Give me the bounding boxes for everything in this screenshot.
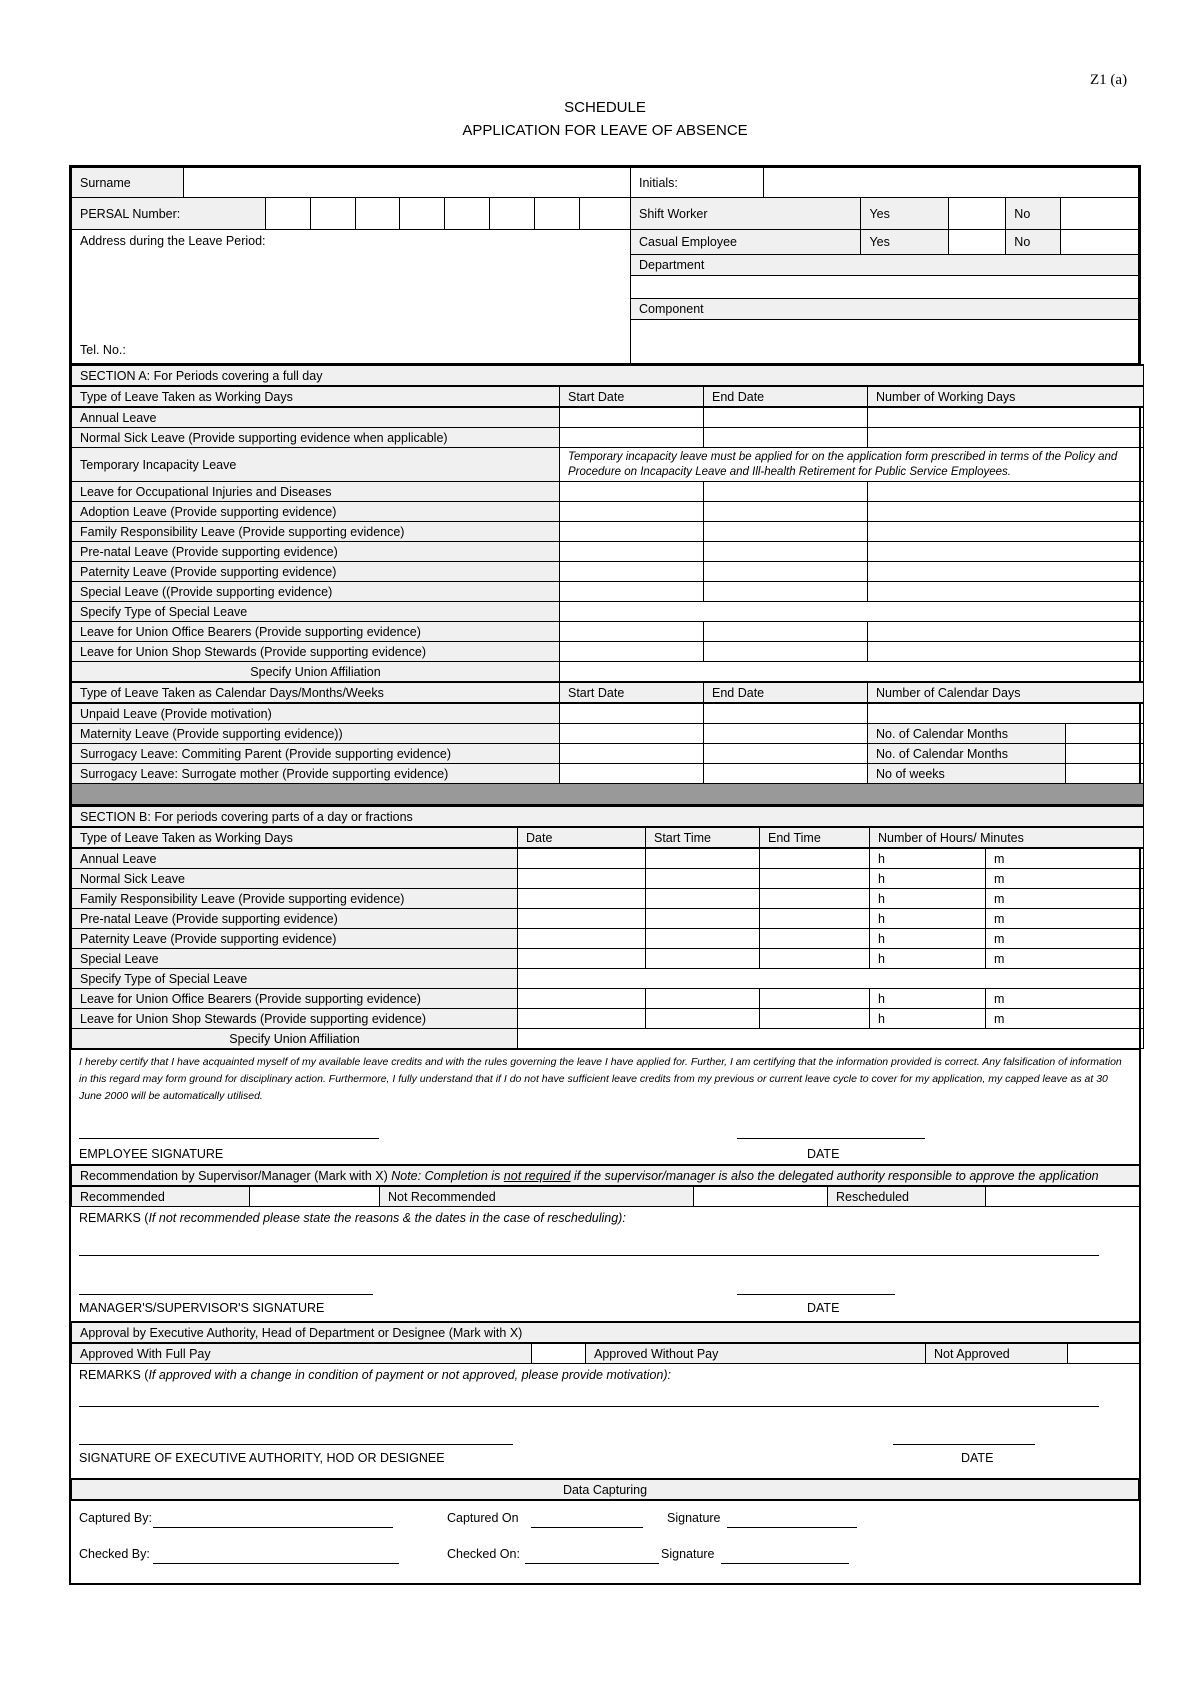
- data-capturing-title: Data Capturing: [72, 1479, 1139, 1500]
- end-date-field[interactable]: [704, 744, 868, 764]
- end-date-field[interactable]: [704, 502, 868, 522]
- leave-type-row: Leave for Union Shop Stewards (Provide supporting evidence): [72, 1009, 518, 1029]
- start-date-field[interactable]: [560, 522, 704, 542]
- union-affiliation-label: Specify Union Affiliation: [72, 1029, 518, 1049]
- section-b-col-hours: Number of Hours/ Minutes: [870, 827, 1144, 848]
- days-field[interactable]: [868, 582, 1144, 602]
- end-time-field[interactable]: [760, 949, 870, 969]
- checked-by-label: Checked By:: [79, 1547, 150, 1561]
- start-date-field[interactable]: [560, 542, 704, 562]
- component-field[interactable]: [631, 320, 1139, 364]
- leave-type-row: Normal Sick Leave: [72, 869, 518, 889]
- leave-type-row: Specify Type of Special Leave: [72, 602, 560, 622]
- persal-label: PERSAL Number:: [72, 198, 266, 230]
- leave-type-row: Specify Type of Special Leave: [72, 969, 518, 989]
- leave-type-row: Paternity Leave (Provide supporting evidence): [72, 929, 518, 949]
- leave-type-row: Special Leave ((Provide supporting evidence): [72, 582, 560, 602]
- end-date-field[interactable]: [704, 703, 868, 724]
- recommended-label: Recommended: [72, 1186, 250, 1207]
- leave-type-row: Paternity Leave (Provide supporting evidence): [72, 562, 560, 582]
- executive-signature-label: SIGNATURE OF EXECUTIVE AUTHORITY, HOD OR DESIGNEE: [79, 1451, 445, 1465]
- checked-signature-label: Signature: [661, 1547, 715, 1561]
- section-a-col-type: Type of Leave Taken as Working Days: [72, 386, 560, 407]
- minutes-field[interactable]: m: [986, 869, 1144, 889]
- hours-field[interactable]: h: [870, 1009, 986, 1029]
- address-label: Address during the Leave Period:: [80, 234, 266, 248]
- form-subtitle: APPLICATION FOR LEAVE OF ABSENCE: [462, 122, 748, 139]
- date-field[interactable]: [518, 889, 646, 909]
- persal-digit[interactable]: [490, 198, 535, 230]
- initials-label: Initials:: [631, 168, 764, 198]
- executive-date-line[interactable]: [893, 1444, 1035, 1445]
- leave-application-form: [69, 165, 1141, 1585]
- unit-label: No of weeks: [868, 764, 1066, 784]
- full-pay-label: Approved With Full Pay: [72, 1343, 532, 1364]
- start-date-field[interactable]: [560, 502, 704, 522]
- approval-remarks-line[interactable]: [79, 1406, 1099, 1407]
- end-date-field[interactable]: [704, 428, 868, 448]
- recommendation-remarks-line[interactable]: [79, 1255, 1099, 1256]
- manager-date-label: DATE: [807, 1301, 840, 1315]
- leave-type-row: Surrogacy Leave: Commiting Parent (Provide supporting evidence): [72, 744, 560, 764]
- persal-digit[interactable]: [355, 198, 400, 230]
- not-approved-label: Not Approved: [926, 1343, 1068, 1364]
- special-leave-type-field[interactable]: [518, 969, 1144, 989]
- persal-digit[interactable]: [445, 198, 490, 230]
- days-field[interactable]: [868, 703, 1144, 724]
- captured-by-line[interactable]: [153, 1527, 393, 1528]
- hours-field[interactable]: h: [870, 949, 986, 969]
- section-a-col-type-calendar: Type of Leave Taken as Calendar Days/Months/Weeks: [72, 682, 560, 703]
- leave-type-row: Leave for Union Office Bearers (Provide supporting evidence): [72, 989, 518, 1009]
- end-time-field[interactable]: [760, 929, 870, 949]
- minutes-field[interactable]: m: [986, 989, 1144, 1009]
- end-date-field[interactable]: [704, 582, 868, 602]
- section-a-col-end: End Date: [704, 386, 868, 407]
- union-affiliation-field[interactable]: [518, 1029, 1144, 1049]
- union-affiliation-label: Specify Union Affiliation: [72, 662, 560, 683]
- minutes-field[interactable]: m: [986, 848, 1144, 869]
- form-reference: Z1 (a): [1090, 72, 1128, 88]
- tel-label: Tel. No.:: [80, 343, 126, 357]
- casual-yes-box[interactable]: [949, 230, 1006, 255]
- section-b-col-end-time: End Time: [760, 827, 870, 848]
- department-field[interactable]: [631, 276, 1139, 299]
- section-b-col-type: Type of Leave Taken as Working Days: [72, 827, 518, 848]
- not-recommended-label: Not Recommended: [380, 1186, 694, 1207]
- leave-type-row: Pre-natal Leave (Provide supporting evidence): [72, 909, 518, 929]
- end-date-field[interactable]: [704, 522, 868, 542]
- end-date-field[interactable]: [704, 724, 868, 744]
- minutes-field[interactable]: m: [986, 909, 1144, 929]
- recommendation-remarks-label: REMARKS (If not recommended please state the reasons & the dates in the case of rescheduling):: [79, 1211, 626, 1225]
- data-capturing-block: [71, 1501, 1139, 1583]
- start-time-field[interactable]: [646, 848, 760, 869]
- date-field[interactable]: [518, 909, 646, 929]
- start-time-field[interactable]: [646, 1009, 760, 1029]
- end-time-field[interactable]: [760, 989, 870, 1009]
- manager-signature-line[interactable]: [79, 1294, 373, 1295]
- component-label: Component: [631, 299, 1139, 320]
- leave-type-row: Normal Sick Leave (Provide supporting evidence when applicable): [72, 428, 560, 448]
- hours-field[interactable]: h: [870, 929, 986, 949]
- start-date-field[interactable]: [560, 482, 704, 502]
- address-field[interactable]: [72, 230, 631, 364]
- surname-label: Surname: [72, 168, 184, 198]
- leave-type-row: Leave for Union Office Bearers (Provide supporting evidence): [72, 622, 560, 642]
- date-field[interactable]: [518, 949, 646, 969]
- incapacity-note: Temporary incapacity leave must be applied for on the application form prescribed in terms of the Policy and Procedure on Incapacity Leave and Ill-health Retirement for Public Service Employees.: [560, 448, 1144, 482]
- unit-label: No. of Calendar Months: [868, 744, 1066, 764]
- captured-on-line[interactable]: [531, 1527, 643, 1528]
- department-label: Department: [631, 255, 1139, 276]
- shift-no-label: No: [1006, 198, 1061, 230]
- hours-field[interactable]: h: [870, 889, 986, 909]
- end-date-field[interactable]: [704, 622, 868, 642]
- unit-field[interactable]: [1066, 764, 1144, 784]
- unit-field[interactable]: [1066, 744, 1144, 764]
- end-time-field[interactable]: [760, 848, 870, 869]
- not-recommended-box[interactable]: [694, 1186, 828, 1207]
- casual-employee-label: Casual Employee: [631, 230, 861, 255]
- special-leave-type-field[interactable]: [560, 602, 1144, 622]
- days-field[interactable]: [868, 407, 1144, 428]
- hours-field[interactable]: h: [870, 989, 986, 1009]
- days-field[interactable]: [868, 542, 1144, 562]
- employee-signature-label: EMPLOYEE SIGNATURE: [79, 1147, 224, 1161]
- section-a-col-start: Start Date: [560, 682, 704, 703]
- leave-type-row: Maternity Leave (Provide supporting evidence)): [72, 724, 560, 744]
- start-date-field[interactable]: [560, 428, 704, 448]
- employee-date-label: DATE: [807, 1147, 840, 1161]
- shift-worker-label: Shift Worker: [631, 198, 861, 230]
- recommended-box[interactable]: [250, 1186, 380, 1207]
- end-date-field[interactable]: [704, 642, 868, 662]
- union-affiliation-field[interactable]: [560, 662, 1144, 683]
- end-date-field[interactable]: [704, 542, 868, 562]
- hours-field[interactable]: h: [870, 848, 986, 869]
- manager-signature-label: MANAGER'S/SUPERVISOR'S SIGNATURE: [79, 1301, 325, 1315]
- start-time-field[interactable]: [646, 949, 760, 969]
- end-time-field[interactable]: [760, 909, 870, 929]
- end-time-field[interactable]: [760, 1009, 870, 1029]
- executive-date-label: DATE: [961, 1451, 994, 1465]
- days-field[interactable]: [868, 522, 1144, 542]
- leave-type-row: Surrogacy Leave: Surrogate mother (Provide supporting evidence): [72, 764, 560, 784]
- hours-field[interactable]: h: [870, 909, 986, 929]
- captured-on-label: Captured On: [447, 1511, 519, 1525]
- start-time-field[interactable]: [646, 869, 760, 889]
- leave-type-row: Pre-natal Leave (Provide supporting evidence): [72, 542, 560, 562]
- persal-digit[interactable]: [400, 198, 445, 230]
- date-field[interactable]: [518, 989, 646, 1009]
- casual-no-label: No: [1006, 230, 1061, 255]
- shift-yes-box[interactable]: [949, 198, 1006, 230]
- captured-signature-line[interactable]: [727, 1527, 857, 1528]
- approval-title: Approval by Executive Authority, Head of Department or Designee (Mark with X): [72, 1322, 1140, 1343]
- checked-on-line[interactable]: [525, 1563, 659, 1564]
- checked-signature-line[interactable]: [721, 1563, 849, 1564]
- start-date-field[interactable]: [560, 642, 704, 662]
- section-b-col-start-time: Start Time: [646, 827, 760, 848]
- days-field[interactable]: [868, 642, 1144, 662]
- full-pay-box[interactable]: [532, 1343, 586, 1364]
- start-date-field[interactable]: [560, 724, 704, 744]
- start-date-field[interactable]: [560, 764, 704, 784]
- recommendation-remarks-block: [71, 1207, 1139, 1321]
- start-date-field[interactable]: [560, 562, 704, 582]
- section-a-col-start: Start Date: [560, 386, 704, 407]
- shift-yes-label: Yes: [861, 198, 949, 230]
- minutes-field[interactable]: m: [986, 1009, 1144, 1029]
- personal-details-table: [71, 167, 1139, 364]
- employee-signature-line[interactable]: [79, 1138, 379, 1139]
- section-a-col-calendar-days: Number of Calendar Days: [868, 682, 1144, 703]
- section-a-col-days: Number of Working Days: [868, 386, 1144, 407]
- start-time-field[interactable]: [646, 989, 760, 1009]
- executive-signature-line[interactable]: [79, 1444, 513, 1445]
- persal-digit[interactable]: [535, 198, 580, 230]
- minutes-field[interactable]: m: [986, 889, 1144, 909]
- days-field[interactable]: [868, 562, 1144, 582]
- data-capturing-table: [71, 1478, 1139, 1501]
- section-b-table: [71, 805, 1144, 1049]
- checked-by-line[interactable]: [153, 1563, 399, 1564]
- section-b-col-date: Date: [518, 827, 646, 848]
- end-date-field[interactable]: [704, 407, 868, 428]
- recommendation-table: [71, 1164, 1140, 1207]
- start-date-field[interactable]: [560, 622, 704, 642]
- end-time-field[interactable]: [760, 889, 870, 909]
- without-pay-label: Approved Without Pay: [586, 1343, 926, 1364]
- captured-by-label: Captured By:: [79, 1511, 152, 1525]
- end-time-field[interactable]: [760, 869, 870, 889]
- not-approved-box[interactable]: [1068, 1343, 1140, 1364]
- section-a-table: [71, 364, 1144, 805]
- minutes-field[interactable]: m: [986, 929, 1144, 949]
- start-date-field[interactable]: [560, 744, 704, 764]
- leave-type-row: Annual Leave: [72, 848, 518, 869]
- persal-digit[interactable]: [265, 198, 310, 230]
- surname-field[interactable]: [184, 168, 631, 198]
- initials-field[interactable]: [763, 168, 1138, 198]
- approval-remarks-label: REMARKS (If approved with a change in condition of payment or not approved, please provide motivation):: [79, 1368, 671, 1382]
- rescheduled-box[interactable]: [986, 1186, 1140, 1207]
- date-field[interactable]: [518, 848, 646, 869]
- start-date-field[interactable]: [560, 407, 704, 428]
- leave-type-row: Leave for Occupational Injuries and Diseases: [72, 482, 560, 502]
- approval-remarks-block: [71, 1364, 1139, 1478]
- leave-type-row: Special Leave: [72, 949, 518, 969]
- leave-type-row: Unpaid Leave (Provide motivation): [72, 703, 560, 724]
- leave-type-row: Family Responsibility Leave (Provide supporting evidence): [72, 889, 518, 909]
- start-time-field[interactable]: [646, 909, 760, 929]
- end-date-field[interactable]: [704, 764, 868, 784]
- days-field[interactable]: [868, 502, 1144, 522]
- date-field[interactable]: [518, 929, 646, 949]
- leave-type-row: Temporary Incapacity Leave: [72, 448, 560, 482]
- form-title: SCHEDULE: [564, 99, 646, 116]
- date-field[interactable]: [518, 869, 646, 889]
- declaration-block: [71, 1049, 1139, 1164]
- shift-no-box[interactable]: [1061, 198, 1139, 230]
- leave-type-row: Annual Leave: [72, 407, 560, 428]
- section-b-title: SECTION B: For periods covering parts of a day or fractions: [72, 806, 1144, 827]
- employee-date-line[interactable]: [737, 1138, 925, 1139]
- manager-date-line[interactable]: [737, 1294, 895, 1295]
- end-date-field[interactable]: [704, 482, 868, 502]
- days-field[interactable]: [868, 622, 1144, 642]
- rescheduled-label: Rescheduled: [828, 1186, 986, 1207]
- checked-on-label: Checked On:: [447, 1547, 520, 1561]
- start-date-field[interactable]: [560, 582, 704, 602]
- leave-type-row: Adoption Leave (Provide supporting evidence): [72, 502, 560, 522]
- leave-type-row: Family Responsibility Leave (Provide supporting evidence): [72, 522, 560, 542]
- start-time-field[interactable]: [646, 889, 760, 909]
- section-a-title: SECTION A: For Periods covering a full day: [72, 365, 1144, 386]
- persal-digit[interactable]: [310, 198, 355, 230]
- date-field[interactable]: [518, 1009, 646, 1029]
- persal-digit[interactable]: [579, 198, 630, 230]
- section-a-col-end: End Date: [704, 682, 868, 703]
- approval-table: [71, 1321, 1140, 1364]
- unit-label: No. of Calendar Months: [868, 724, 1066, 744]
- recommendation-title: Recommendation by Supervisor/Manager (Mark with X) Note: Completion is not required if the supervisor/manager is also the delegated authority responsible to approve the application: [72, 1165, 1140, 1186]
- captured-signature-label: Signature: [667, 1511, 721, 1525]
- end-date-field[interactable]: [704, 562, 868, 582]
- unit-field[interactable]: [1066, 724, 1144, 744]
- casual-yes-label: Yes: [861, 230, 949, 255]
- days-field[interactable]: [868, 428, 1144, 448]
- start-time-field[interactable]: [646, 929, 760, 949]
- casual-no-box[interactable]: [1061, 230, 1139, 255]
- leave-type-row: Leave for Union Shop Stewards (Provide supporting evidence): [72, 642, 560, 662]
- days-field[interactable]: [868, 482, 1144, 502]
- declaration-text: I hereby certify that I have acquainted myself of my available leave credits and with the rules governing the leave I have applied for. Further, I am certifying that the information provided is correct. Any falsification of information in this regard may form ground for disciplinary action. Furthermore, I fully understand that if I do not have sufficient leave credits from my previous or current leave cycle to cover for my application, my capped leave as at 30 June 2000 will be automatically utilised.: [79, 1056, 1122, 1102]
- start-date-field[interactable]: [560, 703, 704, 724]
- section-separator: [72, 784, 1144, 805]
- minutes-field[interactable]: m: [986, 949, 1144, 969]
- hours-field[interactable]: h: [870, 869, 986, 889]
